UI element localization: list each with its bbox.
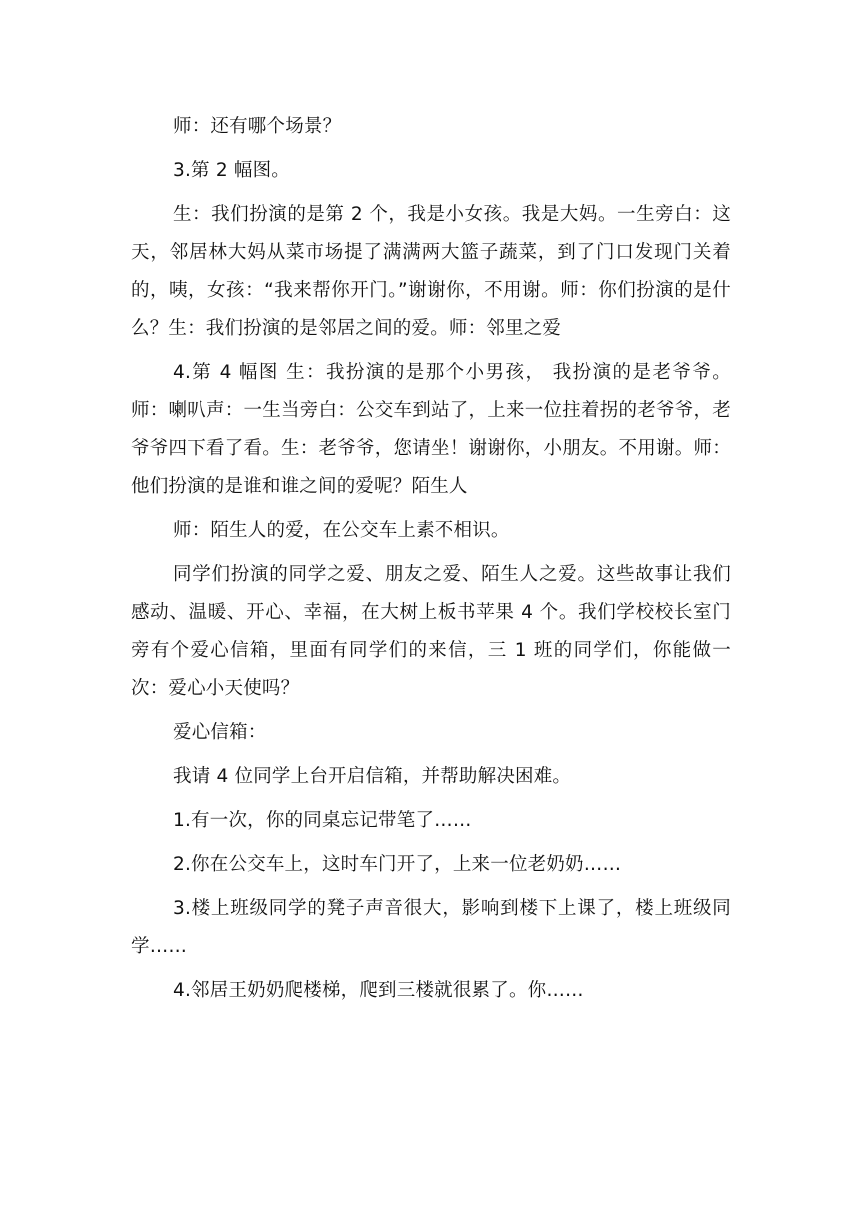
paragraph-neighbor-roleplay: 生：我们扮演的是第 2 个，我是小女孩。我是大妈。一生旁白：这天，邻居林大妈从菜市场提了满满两大篮子蔬菜，到了门口发现门关着的，咦，女孩：“我来帮你开门。”谢谢你，不用谢。师：你们扮演的是什么？生：我们扮演的是邻居之间的爱。师：邻里之爱 (131, 204, 731, 339)
document-body (131, 108, 731, 1010)
paragraph-love-mailbox-heading: 爱心信箱： (173, 722, 267, 743)
paragraph-picture-2-heading: 3.第 2 幅图。 (173, 160, 290, 181)
paragraph-mailbox-instruction: 我请 4 位同学上台开启信箱，并帮助解决困难。 (173, 766, 572, 787)
paragraph-stranger-love: 师：陌生人的爱，在公交车上素不相识。 (173, 520, 510, 541)
paragraph-scenario-1: 1.有一次，你的同桌忘记带笔了…… (173, 810, 472, 831)
paragraph-scenario-3: 3.楼上班级同学的凳子声音很大，影响到楼下上课了，楼上班级同学…… (131, 898, 731, 957)
paragraph-summary: 同学们扮演的同学之爱、朋友之爱、陌生人之爱。这些故事让我们感动、温暖、开心、幸福，在大树上板书苹果 4 个。我们学校校长室门旁有个爱心信箱，里面有同学们的来信，三 1 班的同学们，你能做一次：爱心小天使吗？ (131, 564, 731, 699)
paragraph-scenario-4: 4.邻居王奶奶爬楼梯，爬到三楼就很累了。你…… (173, 980, 584, 1001)
paragraph-teacher-question: 师：还有哪个场景？ (173, 116, 342, 137)
paragraph-scenario-2: 2.你在公交车上，这时车门开了，上来一位老奶奶…… (173, 854, 622, 875)
paragraph-picture-4-roleplay: 4.第 4 幅图 生：我扮演的是那个小男孩， 我扮演的是老爷爷。师：喇叭声：一生当旁白：公交车到站了，上来一位拄着拐的老爷爷，老爷爷四下看了看。生：老爷爷，您请坐！谢谢你，小朋友。不用谢。师：他们扮演的是谁和谁之间的爱呢？陌生人 (131, 362, 731, 497)
